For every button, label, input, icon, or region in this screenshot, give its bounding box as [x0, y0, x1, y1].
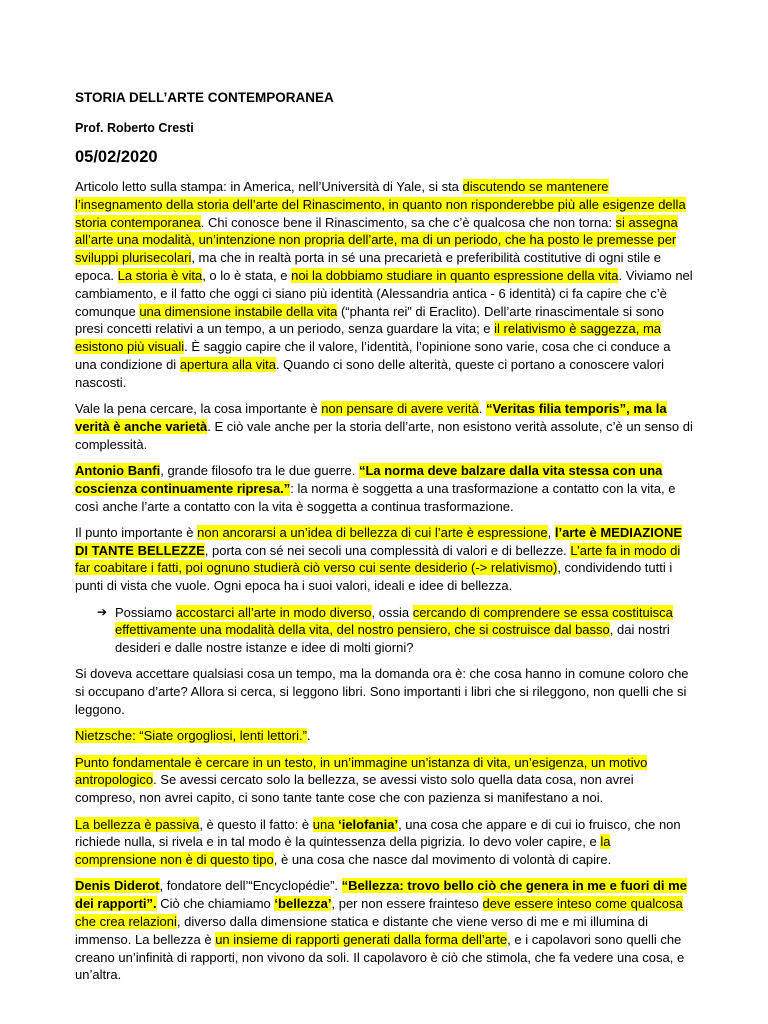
highlighted-text: “Veritas filia temporis”, ma la verità è anche varietà: [75, 401, 667, 434]
document-title: STORIA DELL’ARTE CONTEMPORANEA: [75, 90, 334, 105]
paragraph: [75, 178, 695, 392]
highlighted-text: cercando di comprendere se essa costituisca effettivamente una modalità della vita, del nostro pensiero, che si costruisce dal basso: [115, 604, 673, 638]
text-segment: , e i capolavori sono quelli che creano un’infinità di rapporti, non vivono da soli. Il capolavoro è ciò che stimola, che fa vedere una cosa, e un’altra.: [75, 931, 685, 983]
text-segment: Vale la pena cercare, la cosa importante è: [75, 401, 322, 417]
highlighted-text: discutendo se mantenere l’insegnamento della storia dell’arte del Rinascimento, in quanto non risponderebbe più alle esigenze della storia contemporanea: [75, 179, 686, 230]
highlighted-text: ‘bellezza’: [274, 896, 332, 912]
text-segment: , dai nostri desideri e dalle nostre istanze e idee di molti giorni?: [115, 622, 670, 656]
paragraph: [75, 816, 695, 869]
paragraph: [75, 400, 695, 453]
highlighted-text: ‘ielofania’: [338, 816, 399, 832]
text-segment: .: [306, 728, 311, 744]
text-segment: , fondatore dell’“Encyclopédie”.: [159, 878, 342, 894]
highlighted-text: La storia è vita: [117, 267, 203, 283]
text-segment: Si doveva accettare qualsiasi cosa un tempo, ma la domanda ora è: che cosa hanno in comune coloro che si occupano d’arte? Allora si cerca, si leggono libri. Sono importanti i libri che si rileggono, non quelli che si leggono.: [75, 666, 689, 718]
text-segment: : la norma è soggetta a una trasformazione a contatto con la vita, e così anche l’arte a contatto con la vita è soggetta a continua trasformazione.: [75, 480, 676, 514]
text-segment: , è una cosa che nasce dal movimento di volontà di capire.: [273, 852, 612, 868]
document-body: [75, 178, 695, 984]
text-segment: , o lo è stata, e: [202, 267, 292, 283]
highlighted-text: non ancorarsi a un’idea di bellezza di cui l’arte è espressione: [197, 524, 548, 540]
text-segment: Il punto importante è: [75, 524, 198, 540]
highlighted-text: La bellezza è passiva: [75, 816, 200, 832]
highlighted-text: il relativismo è saggezza, ma esistono più visuali: [75, 321, 662, 355]
highlighted-text: deve essere inteso come qualcosa che crea relazioni: [75, 896, 683, 929]
text-segment: , ma che in realtà porta in sé una precarietà e preferibilità costitutive di ogni stile e epoca.: [75, 250, 662, 283]
text-segment: . E ciò vale anche per la storia dell’arte, non esistono verità assolute, c’è un senso di complessità.: [75, 418, 693, 452]
text-segment: ,: [547, 524, 555, 540]
paragraph: [75, 524, 695, 595]
paragraph: [75, 877, 695, 984]
highlighted-text: si assegna all’arte una modalità, un’intenzione non propria dell’arte, ma di un periodo, che ha posto le premesse per sviluppi plurisecolari: [75, 214, 678, 266]
highlighted-text: “Bellezza: trovo bello ciò che genera in me e fuori di me dei rapporti”.: [75, 878, 687, 912]
text-segment: , è questo il fatto: è: [199, 816, 313, 832]
text-segment: . È saggio capire che il valore, l’identità, l’opinione sono varie, cosa che ci conduce a una condizione di: [75, 339, 671, 372]
text-segment: . Se avessi cercato solo la bellezza, se avessi visto solo quella data cosa, non avrei compreso, non avrei capito, ci sono tante tante cose che con pazienza si manifestano a noi.: [75, 772, 634, 806]
highlighted-text: “La norma deve balzare dalla vita stessa con una coscienza continuamente ripresa.”: [75, 462, 663, 496]
text-segment: Possiamo: [115, 604, 176, 620]
text-segment: , condividendo tutti i punti di vista che vuole. Ogni epoca ha i suoi valori, ideali e idee di bellezza.: [75, 560, 673, 594]
text-segment: . Chi conosce bene il Rinascimento, sa che c’è qualcosa che non torna:: [200, 214, 616, 230]
highlighted-text: accostarci all’arte in modo diverso: [175, 604, 372, 620]
text-segment: .: [478, 401, 486, 417]
document-author: Prof. Roberto Cresti: [75, 121, 194, 135]
highlighted-text: apertura alla vita: [179, 356, 276, 372]
text-segment: , per non essere frainteso: [331, 896, 483, 912]
paragraph: [75, 754, 695, 807]
text-segment: Ciò che chiamiamo: [156, 896, 275, 912]
highlighted-text: noi la dobbiamo studiare in quanto espressione della vita: [291, 267, 619, 283]
paragraph: [75, 462, 695, 515]
highlighted-text: non pensare di avere verità: [321, 401, 479, 417]
text-segment: . Quando ci sono delle alterità, queste ci portano a conoscere valori nascosti.: [75, 356, 665, 390]
bullet-item: [75, 604, 695, 657]
highlighted-text: Denis Diderot: [75, 878, 160, 894]
arrow-right-icon: ➔: [97, 604, 108, 619]
highlighted-text: una: [312, 816, 339, 832]
text-segment: , una cosa che appare e di cui io fruisco, che non richiede nulla, si rivela e in tal modo è la quintessenza della pigrizia. Io devo voler capire, e: [75, 816, 681, 850]
text-segment: , grande filosofo tra le due guerre.: [160, 462, 359, 478]
text-segment: , porta con sé nei secoli una complessità di valori e di bellezze.: [204, 542, 571, 558]
highlighted-text: una dimensione instabile della vita: [139, 303, 338, 319]
highlighted-text: l’arte è MEDIAZIONE DI TANTE BELLEZZE: [75, 524, 683, 558]
highlighted-text: la comprensione non è di questo tipo: [75, 834, 611, 868]
document-date: 05/02/2020: [75, 148, 158, 166]
highlighted-text: Punto fondamentale è cercare in un testo, in un’immagine un’istanza di vita, un’esigenza, un motivo antropologico: [75, 754, 648, 788]
highlighted-text: Antonio Banfi: [75, 462, 161, 478]
highlighted-text: L’arte fa in modo di far coabitare i fatti, poi ognuno studierà ciò verso cui sente desiderio (-> relativismo): [75, 542, 681, 576]
text-segment: , diverso dalla dimensione statica e distante che viene verso di me e mi illumina di immenso. La bellezza è: [75, 913, 649, 947]
paragraph: [75, 665, 695, 718]
paragraph: [75, 727, 695, 745]
text-segment: Articolo letto sulla stampa: in America, nell’Università di Yale, si sta: [75, 179, 463, 194]
text-segment: , ossia: [371, 604, 413, 620]
text-segment: (“phanta rei” di Eraclito). Dell’arte rinascimentale si sono presi concetti relativi a un tempo, a un periodo, senza guardare la vita; e: [75, 303, 664, 337]
highlighted-text: un insieme di rapporti generati dalla forma dell’arte: [215, 931, 508, 947]
highlighted-text: Nietzsche: “Siate orgogliosi, lenti lettori.”: [75, 728, 307, 744]
text-segment: . Viviamo nel cambiamento, e il fatto che oggi ci siano più identità (Alessandria antica - 6 identità) ci fa capire che c’è comunque: [75, 267, 693, 319]
